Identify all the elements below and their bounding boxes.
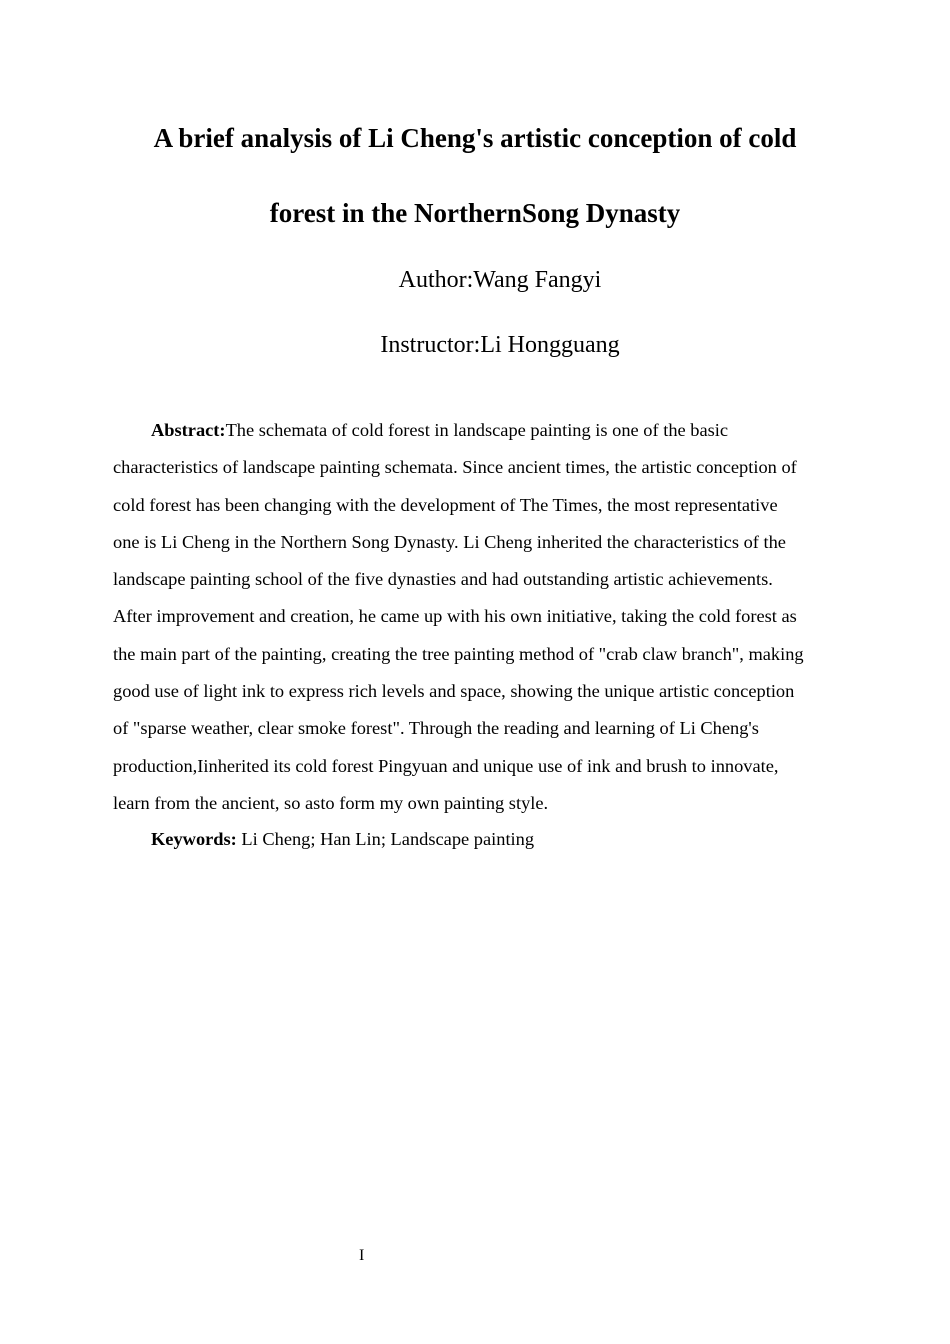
keywords-label: Keywords:	[151, 829, 237, 849]
keywords	[151, 823, 534, 855]
abstract-line: of "sparse weather, clear smoke forest". Through the reading and learning of Li Cheng's	[113, 718, 759, 739]
page-number: I	[359, 1247, 365, 1264]
abstract-paragraph	[113, 412, 837, 822]
author: Author:Wang Fangyi	[398, 267, 602, 293]
abstract-line	[113, 412, 837, 449]
abstract-text: The schemata of cold forest in landscape painting is one of the basic	[225, 420, 729, 440]
abstract-line: cold forest has been changing with the development of The Times, the most representative	[113, 494, 778, 515]
abstract-label: Abstract:	[151, 420, 226, 440]
instructor: Instructor:Li Hongguang	[380, 332, 620, 358]
abstract-line: good use of light ink to express rich levels and space, showing the unique artistic conception	[113, 681, 795, 702]
abstract-line: production,Iinherited its cold forest Pingyuan and unique use of ink and brush to innovate,	[113, 755, 779, 776]
keywords-text: Li Cheng; Han Lin; Landscape painting	[236, 829, 535, 849]
abstract-line: characteristics of landscape painting schemata. Since ancient times, the artistic conception of	[113, 457, 797, 478]
title-line-1: A brief analysis of Li Cheng's artistic conception of cold	[153, 123, 797, 153]
abstract-line: one is Li Cheng in the Northern Song Dynasty. Li Cheng inherited the characteristics of the	[113, 531, 786, 552]
abstract-line: learn from the ancient, so asto form my own painting style.	[113, 792, 549, 813]
abstract-line: landscape painting school of the five dynasties and had outstanding artistic achievements.	[113, 569, 773, 590]
abstract-line: After improvement and creation, he came up with his own initiative, taking the cold forest as	[113, 606, 797, 627]
abstract-line: the main part of the painting, creating the tree painting method of "crab claw branch", making	[113, 643, 804, 664]
title-line-2: forest in the NorthernSong Dynasty	[269, 198, 681, 228]
